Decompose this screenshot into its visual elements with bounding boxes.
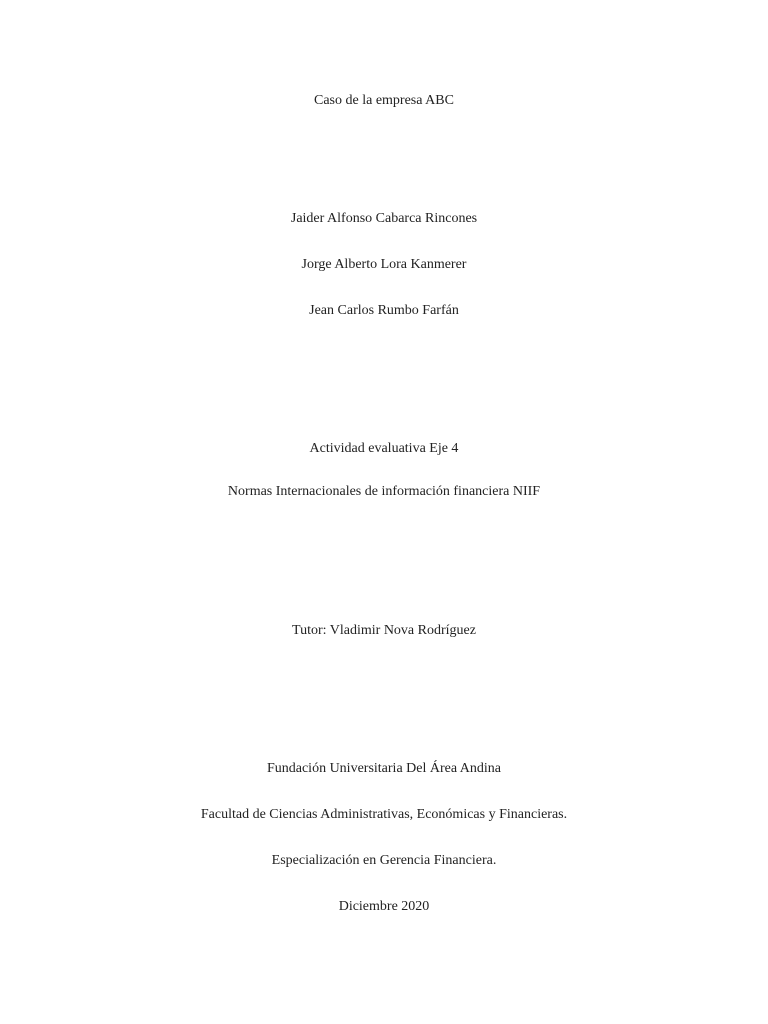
faculty-name: Facultad de Ciencias Administrativas, Económicas y Financieras. — [200, 807, 568, 822]
program-name: Especialización en Gerencia Financiera. — [271, 853, 497, 868]
author-name: Jorge Alberto Lora Kanmerer — [301, 257, 467, 272]
author-name: Jean Carlos Rumbo Farfán — [309, 303, 459, 318]
document-date: Diciembre 2020 — [338, 899, 430, 914]
institution-name: Fundación Universitaria Del Área Andina — [266, 761, 502, 776]
activity-title: Actividad evaluativa Eje 4 — [309, 441, 459, 456]
subject-title: Normas Internacionales de información financiera NIIF — [227, 484, 541, 499]
tutor-name: Tutor: Vladimir Nova Rodríguez — [292, 623, 476, 638]
document-title: Caso de la empresa ABC — [314, 93, 454, 108]
author-name: Jaider Alfonso Cabarca Rincones — [290, 211, 478, 226]
